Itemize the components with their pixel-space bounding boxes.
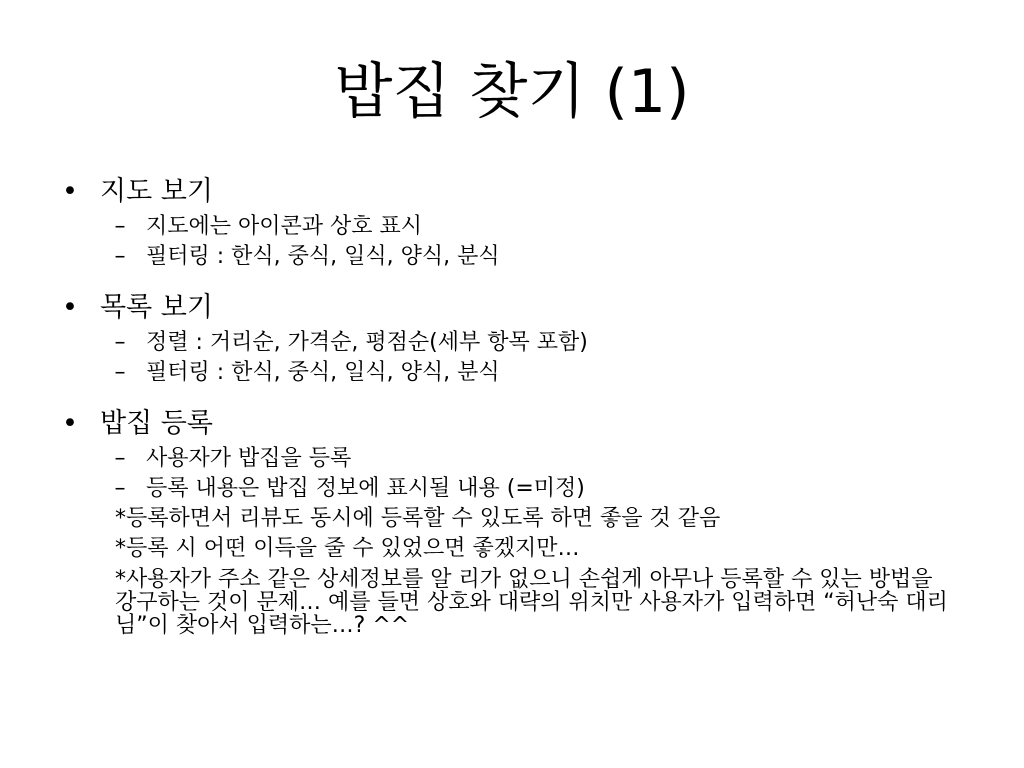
note-text: *등록하면서 리뷰도 동시에 등록할 수 있도록 하면 좋을 것 같음	[115, 506, 721, 531]
dash-icon: –	[114, 330, 126, 355]
note-text: *등록 시 어떤 이득을 줄 수 있었으면 좋겠지만…	[115, 536, 580, 561]
section-restaurant-registration	[60, 404, 980, 637]
bullet-icon: •	[62, 408, 78, 439]
sub-item-text: 등록 내용은 밥집 정보에 표시될 내용 (=미정)	[146, 476, 585, 501]
section-list-view	[60, 288, 980, 388]
bullet-icon: •	[62, 176, 78, 207]
slide-title: 밥집 찾기 (1)	[334, 57, 690, 127]
sub-item	[60, 328, 980, 358]
sub-item	[60, 212, 980, 242]
bullet-icon: •	[62, 292, 78, 323]
section-map-view	[60, 172, 980, 272]
sub-item-text: 정렬 : 거리순, 가격순, 평점순(세부 항목 포함)	[146, 330, 588, 355]
sub-item	[60, 444, 980, 474]
sub-item-text: 필터링 : 한식, 중식, 일식, 양식, 분식	[146, 360, 500, 385]
note-text: *사용자가 주소 같은 상세정보를 알 리가 없으니 손쉽게 아무나 등록할 수 있는 방법을 강구하는 것이 문제… 예를 들면 상호와 대략의 위치만 사용자가 입력하면 “허난숙 대리님”이 찾아서 입력하는…? ^^	[115, 567, 948, 638]
bullet-heading	[60, 288, 980, 328]
slide-content	[60, 172, 980, 653]
sub-item	[60, 358, 980, 388]
dash-icon: –	[114, 244, 126, 269]
dash-icon: –	[114, 476, 126, 501]
dash-icon: –	[114, 360, 126, 385]
heading-text: 지도 보기	[100, 176, 213, 207]
sub-item	[60, 474, 980, 504]
sub-item-text: 사용자가 밥집을 등록	[146, 446, 352, 471]
bullet-heading	[60, 172, 980, 212]
heading-text: 목록 보기	[100, 292, 213, 323]
sub-item-text: 지도에는 아이콘과 상호 표시	[146, 214, 423, 239]
sub-item	[60, 242, 980, 272]
heading-text: 밥집 등록	[100, 408, 213, 439]
bullet-heading	[60, 404, 980, 444]
dash-icon: –	[114, 446, 126, 471]
dash-icon: –	[114, 214, 126, 239]
sub-item-text: 필터링 : 한식, 중식, 일식, 양식, 분식	[146, 244, 500, 269]
